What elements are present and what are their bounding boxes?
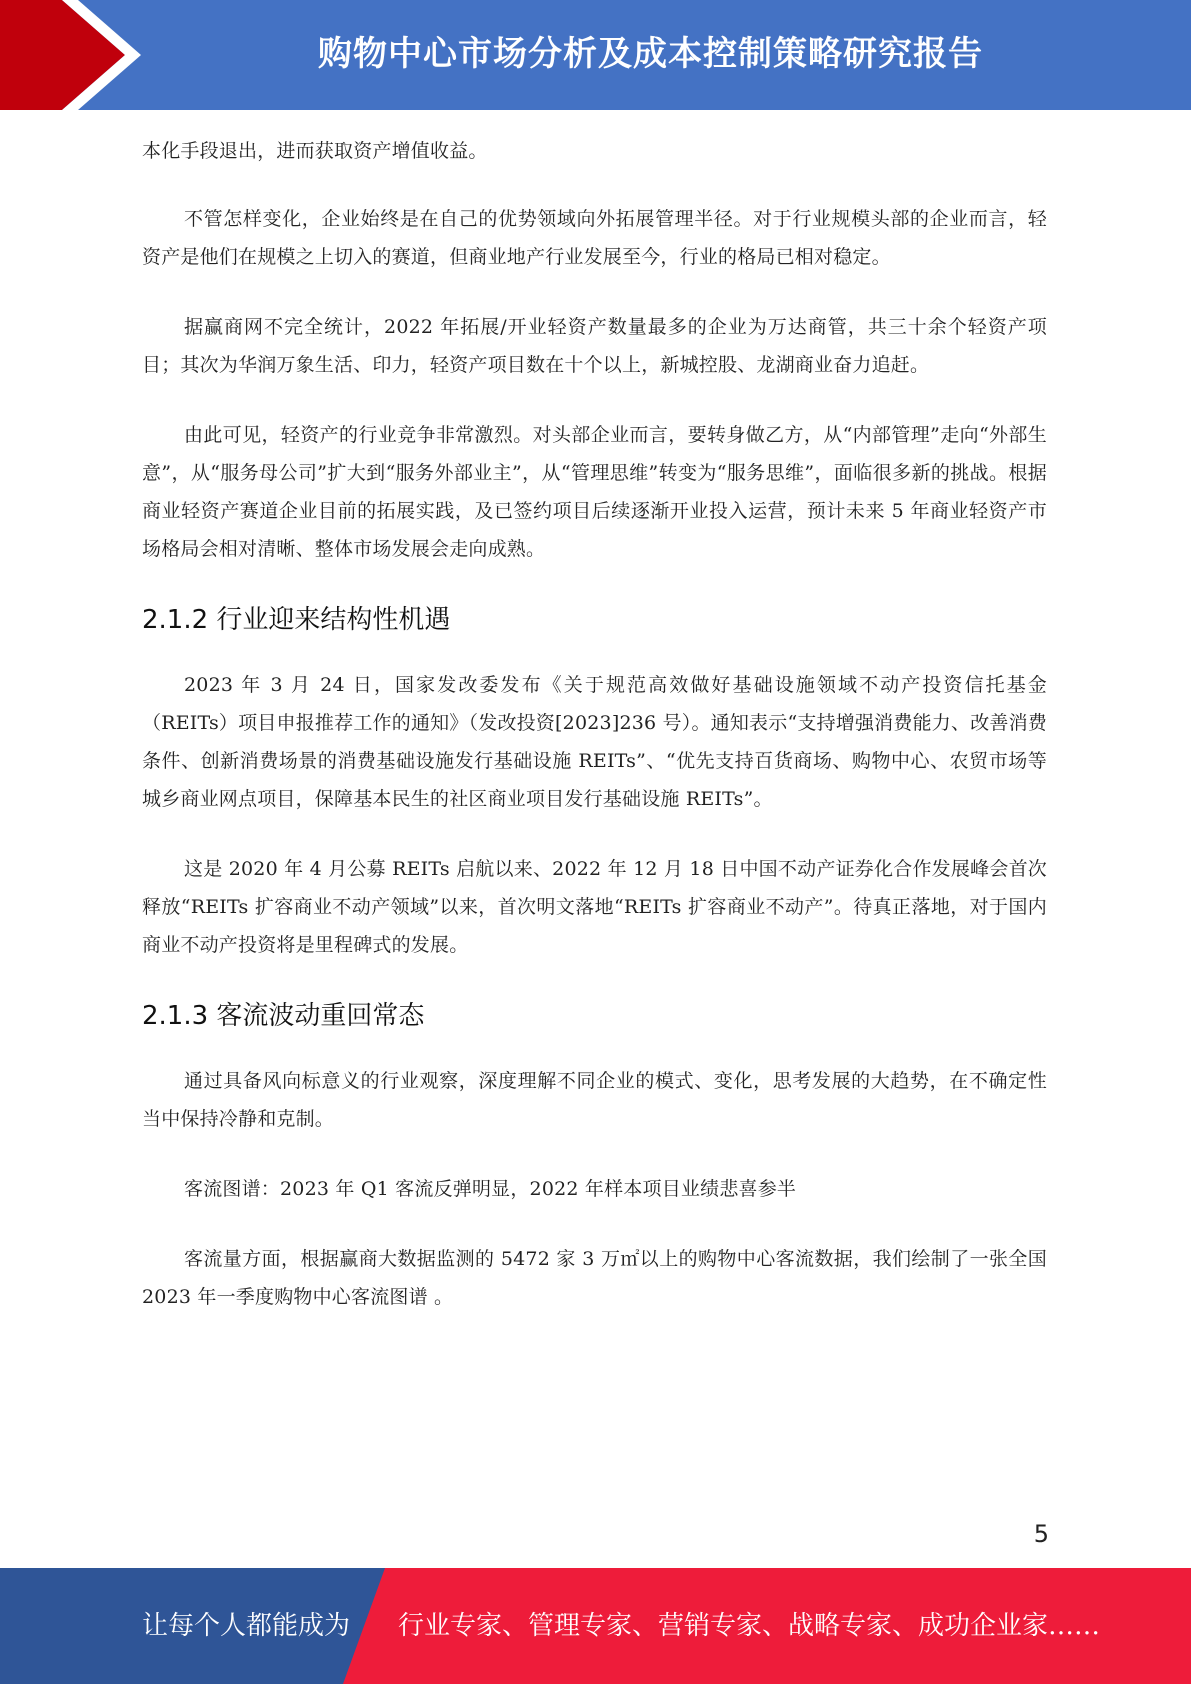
paragraph: 客流图谱：2023 年 Q1 客流反弹明显，2022 年样本项目业绩悲喜参半 xyxy=(184,1178,797,1200)
paragraph: 这是 2020 年 4 月公募 REITs 启航以来、2022 年 12 月 18 日中国不动产证券化合作发展峰会首次释放“REITs 扩容商业不动产领域”以来，首次明文落地“REITs 扩容商业不动产”。待真正落地，对于国内商业不动产投资将是里程碑式的发展。 xyxy=(142,858,1047,956)
paragraph: 据赢商网不完全统计，2022 年拓展/开业轻资产数量最多的企业为万达商管，共三十余个轻资产项目；其次为华润万象生活、印力，轻资产项目数在十个以上，新城控股、龙湖商业奋力追赶。 xyxy=(142,316,1047,376)
paragraph: 由此可见，轻资产的行业竞争非常激烈。对头部企业而言，要转身做乙方，从“内部管理”走向“外部生意”，从“服务母公司”扩大到“服务外部业主”，从“管理思维”转变为“服务思维”，面临很多新的挑战。根据商业轻资产赛道企业目前的拓展实践，及已签约项目后续逐渐开业投入运营，预计未来 5 年商业轻资产市场格局会相对清晰、整体市场发展会走向成熟。 xyxy=(142,424,1047,560)
paragraph: 不管怎样变化，企业始终是在自己的优势领域向外拓展管理半径。对于行业规模头部的企业而言，轻资产是他们在规模之上切入的赛道，但商业地产行业发展至今，行业的格局已相对稳定。 xyxy=(142,208,1047,268)
paragraph: 客流量方面，根据赢商大数据监测的 5472 家 3 万㎡以上的购物中心客流数据，我们绘制了一张全国 2023 年一季度购物中心客流图谱 。 xyxy=(142,1248,1047,1308)
header-arrow-decoration xyxy=(0,0,160,110)
report-title: 购物中心市场分析及成本控制策略研究报告 xyxy=(318,34,983,74)
section-heading: 2.1.2 行业迎来结构性机遇 xyxy=(142,605,451,635)
paragraph: 通过具备风向标意义的行业观察，深度理解不同企业的模式、变化，思考发展的大趋势，在不确定性当中保持冷静和克制。 xyxy=(142,1070,1047,1130)
document-body xyxy=(142,132,1047,1348)
section-heading: 2.1.3 客流波动重回常态 xyxy=(142,1001,425,1031)
page-header xyxy=(0,0,1191,110)
page-number: 5 xyxy=(1033,1520,1049,1548)
footer-slogan-left: 让每个人都能成为 xyxy=(142,1611,351,1641)
paragraph: 本化手段退出，进而获取资产增值收益。 xyxy=(142,140,488,162)
paragraph: 2023 年 3 月 24 日，国家发改委发布《关于规范高效做好基础设施领域不动产投资信托基金（REITs）项目申报推荐工作的通知》（发改投资[2023]236 号）。通知表示“支持增强消费能力、改善消费条件、创新消费场景的消费基础设施发行基础设施 REITs”、“优先支持百货商场、购物中心、农贸市场等城乡商业网点项目，保障基本民生的社区商业项目发行基础设施 REITs”。 xyxy=(142,674,1047,810)
page-footer xyxy=(0,1568,1191,1684)
footer-slogan-right: 行业专家、管理专家、营销专家、战略专家、成功企业家…… xyxy=(398,1611,1101,1641)
